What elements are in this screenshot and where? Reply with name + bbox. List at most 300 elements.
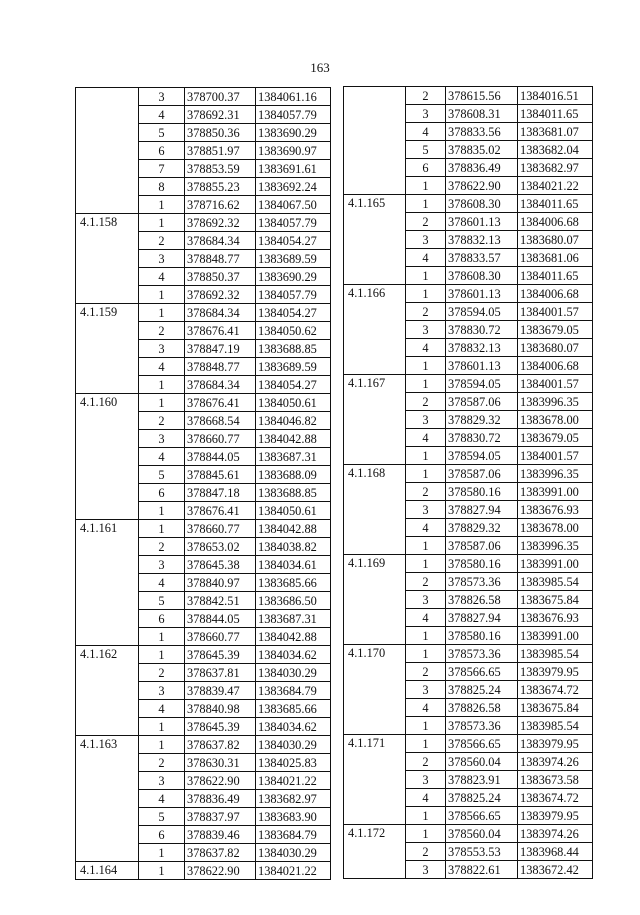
x-coordinate-cell: 378573.36 xyxy=(446,717,518,735)
x-coordinate-cell: 378668.54 xyxy=(185,412,256,430)
section-number-cell: 4.1.162 xyxy=(76,646,139,736)
y-coordinate-cell: 1383679.05 xyxy=(518,321,593,339)
table-row xyxy=(76,862,331,880)
table-row xyxy=(76,394,331,412)
x-coordinate-cell: 378845.61 xyxy=(185,466,256,484)
x-coordinate-cell: 378601.13 xyxy=(446,357,518,375)
y-coordinate-cell: 1383985.54 xyxy=(518,645,593,663)
y-coordinate-cell: 1384050.61 xyxy=(256,394,331,412)
x-coordinate-cell: 378676.41 xyxy=(185,322,256,340)
y-coordinate-cell: 1384021.22 xyxy=(256,862,331,880)
x-coordinate-cell: 378822.61 xyxy=(446,861,518,879)
y-coordinate-cell: 1384006.68 xyxy=(518,213,593,231)
y-coordinate-cell: 1383687.31 xyxy=(256,448,331,466)
x-coordinate-cell: 378594.05 xyxy=(446,303,518,321)
point-number-cell: 3 xyxy=(406,771,446,789)
point-number-cell: 4 xyxy=(139,448,185,466)
y-coordinate-cell: 1383690.29 xyxy=(256,124,331,142)
point-number-cell: 1 xyxy=(406,267,446,285)
x-coordinate-cell: 378580.16 xyxy=(446,627,518,645)
point-number-cell: 2 xyxy=(406,87,446,105)
section-number-cell: 4.1.166 xyxy=(344,285,406,375)
x-coordinate-cell: 378692.31 xyxy=(185,106,256,124)
x-coordinate-cell: 378608.31 xyxy=(446,105,518,123)
point-number-cell: 3 xyxy=(139,340,185,358)
point-number-cell: 6 xyxy=(139,826,185,844)
point-number-cell: 3 xyxy=(139,250,185,268)
x-coordinate-cell: 378622.90 xyxy=(185,772,256,790)
point-number-cell: 1 xyxy=(139,736,185,754)
y-coordinate-cell: 1383675.84 xyxy=(518,591,593,609)
y-coordinate-cell: 1383991.00 xyxy=(518,483,593,501)
point-number-cell: 4 xyxy=(406,519,446,537)
point-number-cell: 1 xyxy=(139,304,185,322)
coordinates-table-right xyxy=(343,86,593,879)
x-coordinate-cell: 378855.23 xyxy=(185,178,256,196)
x-coordinate-cell: 378840.98 xyxy=(185,700,256,718)
y-coordinate-cell: 1384021.22 xyxy=(518,177,593,195)
point-number-cell: 1 xyxy=(139,502,185,520)
x-coordinate-cell: 378850.37 xyxy=(185,268,256,286)
point-number-cell: 3 xyxy=(406,411,446,429)
x-coordinate-cell: 378716.62 xyxy=(185,196,256,214)
y-coordinate-cell: 1384011.65 xyxy=(518,195,593,213)
point-number-cell: 1 xyxy=(406,375,446,393)
y-coordinate-cell: 1383675.84 xyxy=(518,699,593,717)
point-number-cell: 4 xyxy=(406,429,446,447)
point-number-cell: 1 xyxy=(406,807,446,825)
y-coordinate-cell: 1384057.79 xyxy=(256,106,331,124)
x-coordinate-cell: 378573.36 xyxy=(446,645,518,663)
y-coordinate-cell: 1383996.35 xyxy=(518,393,593,411)
point-number-cell: 4 xyxy=(406,699,446,717)
section-number-cell: 4.1.171 xyxy=(344,735,406,825)
x-coordinate-cell: 378823.91 xyxy=(446,771,518,789)
x-coordinate-cell: 378580.16 xyxy=(446,483,518,501)
x-coordinate-cell: 378587.06 xyxy=(446,537,518,555)
x-coordinate-cell: 378833.57 xyxy=(446,249,518,267)
point-number-cell: 3 xyxy=(406,321,446,339)
point-number-cell: 1 xyxy=(139,628,185,646)
y-coordinate-cell: 1384034.62 xyxy=(256,646,331,664)
point-number-cell: 4 xyxy=(139,106,185,124)
table-row xyxy=(76,646,331,664)
point-number-cell: 1 xyxy=(406,825,446,843)
x-coordinate-cell: 378608.30 xyxy=(446,267,518,285)
y-coordinate-cell: 1384016.51 xyxy=(518,87,593,105)
x-coordinate-cell: 378826.58 xyxy=(446,699,518,717)
point-number-cell: 4 xyxy=(406,249,446,267)
point-number-cell: 2 xyxy=(406,483,446,501)
x-coordinate-cell: 378601.13 xyxy=(446,213,518,231)
point-number-cell: 3 xyxy=(406,105,446,123)
x-coordinate-cell: 378836.49 xyxy=(446,159,518,177)
table-row xyxy=(76,736,331,754)
point-number-cell: 2 xyxy=(406,753,446,771)
y-coordinate-cell: 1383681.06 xyxy=(518,249,593,267)
point-number-cell: 2 xyxy=(406,573,446,591)
y-coordinate-cell: 1383996.35 xyxy=(518,537,593,555)
x-coordinate-cell: 378848.77 xyxy=(185,250,256,268)
y-coordinate-cell: 1383974.26 xyxy=(518,753,593,771)
point-number-cell: 2 xyxy=(139,754,185,772)
x-coordinate-cell: 378637.82 xyxy=(185,844,256,862)
point-number-cell: 3 xyxy=(139,682,185,700)
y-coordinate-cell: 1384006.68 xyxy=(518,357,593,375)
section-number-cell: 4.1.159 xyxy=(76,304,139,394)
x-coordinate-cell: 378829.32 xyxy=(446,411,518,429)
y-coordinate-cell: 1383691.61 xyxy=(256,160,331,178)
section-number-cell: 4.1.164 xyxy=(76,862,139,880)
y-coordinate-cell: 1383968.44 xyxy=(518,843,593,861)
table-row xyxy=(344,555,593,573)
x-coordinate-cell: 378692.32 xyxy=(185,286,256,304)
point-number-cell: 3 xyxy=(406,681,446,699)
point-number-cell: 7 xyxy=(139,160,185,178)
x-coordinate-cell: 378637.82 xyxy=(185,736,256,754)
point-number-cell: 6 xyxy=(139,610,185,628)
point-number-cell: 4 xyxy=(139,574,185,592)
point-number-cell: 6 xyxy=(139,484,185,502)
x-coordinate-cell: 378622.90 xyxy=(185,862,256,880)
x-coordinate-cell: 378560.04 xyxy=(446,825,518,843)
y-coordinate-cell: 1383996.35 xyxy=(518,465,593,483)
point-number-cell: 2 xyxy=(139,538,185,556)
y-coordinate-cell: 1383682.04 xyxy=(518,141,593,159)
y-coordinate-cell: 1384030.29 xyxy=(256,736,331,754)
table-row xyxy=(76,214,331,232)
section-number-cell: 4.1.169 xyxy=(344,555,406,645)
x-coordinate-cell: 378580.16 xyxy=(446,555,518,573)
x-coordinate-cell: 378660.77 xyxy=(185,430,256,448)
y-coordinate-cell: 1383683.90 xyxy=(256,808,331,826)
point-number-cell: 3 xyxy=(139,430,185,448)
point-number-cell: 1 xyxy=(139,376,185,394)
point-number-cell: 5 xyxy=(406,141,446,159)
point-number-cell: 1 xyxy=(406,717,446,735)
x-coordinate-cell: 378637.81 xyxy=(185,664,256,682)
table-row xyxy=(344,465,593,483)
point-number-cell: 3 xyxy=(406,861,446,879)
point-number-cell: 3 xyxy=(139,772,185,790)
point-number-cell: 1 xyxy=(406,465,446,483)
section-number-cell: 4.1.172 xyxy=(344,825,406,879)
point-number-cell: 3 xyxy=(406,591,446,609)
point-number-cell: 2 xyxy=(139,232,185,250)
table-row xyxy=(344,825,593,843)
y-coordinate-cell: 1383674.72 xyxy=(518,681,593,699)
point-number-cell: 4 xyxy=(406,123,446,141)
x-coordinate-cell: 378594.05 xyxy=(446,375,518,393)
y-coordinate-cell: 1384046.82 xyxy=(256,412,331,430)
x-coordinate-cell: 378835.02 xyxy=(446,141,518,159)
x-coordinate-cell: 378848.77 xyxy=(185,358,256,376)
point-number-cell: 1 xyxy=(406,177,446,195)
y-coordinate-cell: 1383974.26 xyxy=(518,825,593,843)
table-row xyxy=(344,375,593,393)
point-number-cell: 5 xyxy=(139,592,185,610)
point-number-cell: 2 xyxy=(406,663,446,681)
x-coordinate-cell: 378684.34 xyxy=(185,376,256,394)
y-coordinate-cell: 1384057.79 xyxy=(256,286,331,304)
point-number-cell: 4 xyxy=(406,339,446,357)
y-coordinate-cell: 1383679.05 xyxy=(518,429,593,447)
x-coordinate-cell: 378692.32 xyxy=(185,214,256,232)
x-coordinate-cell: 378615.56 xyxy=(446,87,518,105)
y-coordinate-cell: 1384057.79 xyxy=(256,214,331,232)
x-coordinate-cell: 378851.97 xyxy=(185,142,256,160)
x-coordinate-cell: 378847.18 xyxy=(185,484,256,502)
x-coordinate-cell: 378645.39 xyxy=(185,718,256,736)
point-number-cell: 1 xyxy=(139,862,185,880)
x-coordinate-cell: 378825.24 xyxy=(446,681,518,699)
y-coordinate-cell: 1384042.88 xyxy=(256,628,331,646)
x-coordinate-cell: 378844.05 xyxy=(185,448,256,466)
y-coordinate-cell: 1383985.54 xyxy=(518,717,593,735)
point-number-cell: 3 xyxy=(139,556,185,574)
x-coordinate-cell: 378676.41 xyxy=(185,394,256,412)
point-number-cell: 1 xyxy=(406,447,446,465)
y-coordinate-cell: 1384001.57 xyxy=(518,303,593,321)
point-number-cell: 6 xyxy=(406,159,446,177)
point-number-cell: 4 xyxy=(139,790,185,808)
point-number-cell: 1 xyxy=(406,357,446,375)
point-number-cell: 1 xyxy=(139,718,185,736)
x-coordinate-cell: 378676.41 xyxy=(185,502,256,520)
point-number-cell: 1 xyxy=(406,285,446,303)
y-coordinate-cell: 1383685.66 xyxy=(256,574,331,592)
y-coordinate-cell: 1383688.85 xyxy=(256,340,331,358)
x-coordinate-cell: 378827.94 xyxy=(446,609,518,627)
point-number-cell: 1 xyxy=(139,520,185,538)
x-coordinate-cell: 378833.56 xyxy=(446,123,518,141)
y-coordinate-cell: 1383678.00 xyxy=(518,519,593,537)
point-number-cell: 2 xyxy=(139,412,185,430)
x-coordinate-cell: 378829.32 xyxy=(446,519,518,537)
point-number-cell: 1 xyxy=(406,627,446,645)
x-coordinate-cell: 378608.30 xyxy=(446,195,518,213)
point-number-cell: 2 xyxy=(139,664,185,682)
y-coordinate-cell: 1383979.95 xyxy=(518,663,593,681)
point-number-cell: 4 xyxy=(139,700,185,718)
y-coordinate-cell: 1383684.79 xyxy=(256,826,331,844)
point-number-cell: 6 xyxy=(139,142,185,160)
section-number-cell: 4.1.167 xyxy=(344,375,406,465)
y-coordinate-cell: 1383673.58 xyxy=(518,771,593,789)
y-coordinate-cell: 1383682.97 xyxy=(518,159,593,177)
point-number-cell: 1 xyxy=(406,645,446,663)
x-coordinate-cell: 378850.36 xyxy=(185,124,256,142)
point-number-cell: 4 xyxy=(139,268,185,286)
point-number-cell: 1 xyxy=(406,195,446,213)
x-coordinate-cell: 378836.49 xyxy=(185,790,256,808)
x-coordinate-cell: 378622.90 xyxy=(446,177,518,195)
x-coordinate-cell: 378566.65 xyxy=(446,663,518,681)
x-coordinate-cell: 378837.97 xyxy=(185,808,256,826)
y-coordinate-cell: 1384030.29 xyxy=(256,664,331,682)
x-coordinate-cell: 378830.72 xyxy=(446,429,518,447)
point-number-cell: 1 xyxy=(406,555,446,573)
x-coordinate-cell: 378847.19 xyxy=(185,340,256,358)
section-number-cell: 4.1.163 xyxy=(76,736,139,862)
y-coordinate-cell: 1383674.72 xyxy=(518,789,593,807)
y-coordinate-cell: 1383676.93 xyxy=(518,609,593,627)
section-number-cell: 4.1.165 xyxy=(344,195,406,285)
y-coordinate-cell: 1384001.57 xyxy=(518,375,593,393)
x-coordinate-cell: 378566.65 xyxy=(446,735,518,753)
y-coordinate-cell: 1383682.97 xyxy=(256,790,331,808)
section-number-cell xyxy=(76,88,139,214)
table-row xyxy=(344,645,593,663)
y-coordinate-cell: 1383688.85 xyxy=(256,484,331,502)
y-coordinate-cell: 1384011.65 xyxy=(518,105,593,123)
x-coordinate-cell: 378653.02 xyxy=(185,538,256,556)
section-number-cell: 4.1.170 xyxy=(344,645,406,735)
x-coordinate-cell: 378684.34 xyxy=(185,304,256,322)
x-coordinate-cell: 378594.05 xyxy=(446,447,518,465)
y-coordinate-cell: 1383680.07 xyxy=(518,231,593,249)
point-number-cell: 5 xyxy=(139,124,185,142)
y-coordinate-cell: 1384050.62 xyxy=(256,322,331,340)
x-coordinate-cell: 378587.06 xyxy=(446,393,518,411)
section-number-cell: 4.1.158 xyxy=(76,214,139,304)
y-coordinate-cell: 1384054.27 xyxy=(256,304,331,322)
x-coordinate-cell: 378630.31 xyxy=(185,754,256,772)
y-coordinate-cell: 1384038.82 xyxy=(256,538,331,556)
x-coordinate-cell: 378573.36 xyxy=(446,573,518,591)
y-coordinate-cell: 1384021.22 xyxy=(256,772,331,790)
y-coordinate-cell: 1383672.42 xyxy=(518,861,593,879)
x-coordinate-cell: 378660.77 xyxy=(185,520,256,538)
point-number-cell: 4 xyxy=(139,358,185,376)
point-number-cell: 5 xyxy=(139,808,185,826)
y-coordinate-cell: 1384025.83 xyxy=(256,754,331,772)
y-coordinate-cell: 1384054.27 xyxy=(256,376,331,394)
y-coordinate-cell: 1383689.59 xyxy=(256,250,331,268)
point-number-cell: 1 xyxy=(139,844,185,862)
y-coordinate-cell: 1383991.00 xyxy=(518,555,593,573)
y-coordinate-cell: 1384001.57 xyxy=(518,447,593,465)
point-number-cell: 1 xyxy=(139,214,185,232)
x-coordinate-cell: 378830.72 xyxy=(446,321,518,339)
y-coordinate-cell: 1383685.66 xyxy=(256,700,331,718)
x-coordinate-cell: 378839.46 xyxy=(185,826,256,844)
y-coordinate-cell: 1383979.95 xyxy=(518,807,593,825)
y-coordinate-cell: 1384006.68 xyxy=(518,285,593,303)
point-number-cell: 4 xyxy=(406,609,446,627)
x-coordinate-cell: 378553.53 xyxy=(446,843,518,861)
point-number-cell: 2 xyxy=(406,213,446,231)
y-coordinate-cell: 1384042.88 xyxy=(256,520,331,538)
x-coordinate-cell: 378645.39 xyxy=(185,646,256,664)
x-coordinate-cell: 378853.59 xyxy=(185,160,256,178)
point-number-cell: 3 xyxy=(406,501,446,519)
y-coordinate-cell: 1383689.59 xyxy=(256,358,331,376)
point-number-cell: 1 xyxy=(139,394,185,412)
x-coordinate-cell: 378832.13 xyxy=(446,339,518,357)
x-coordinate-cell: 378660.77 xyxy=(185,628,256,646)
y-coordinate-cell: 1383690.29 xyxy=(256,268,331,286)
x-coordinate-cell: 378566.65 xyxy=(446,807,518,825)
x-coordinate-cell: 378839.47 xyxy=(185,682,256,700)
y-coordinate-cell: 1384067.50 xyxy=(256,196,331,214)
point-number-cell: 8 xyxy=(139,178,185,196)
x-coordinate-cell: 378825.24 xyxy=(446,789,518,807)
point-number-cell: 3 xyxy=(139,88,185,106)
section-number-cell: 4.1.161 xyxy=(76,520,139,646)
point-number-cell: 1 xyxy=(139,646,185,664)
y-coordinate-cell: 1383687.31 xyxy=(256,610,331,628)
point-number-cell: 4 xyxy=(406,789,446,807)
page-number: 163 xyxy=(310,60,330,75)
y-coordinate-cell: 1383985.54 xyxy=(518,573,593,591)
x-coordinate-cell: 378842.51 xyxy=(185,592,256,610)
point-number-cell: 3 xyxy=(406,231,446,249)
y-coordinate-cell: 1383686.50 xyxy=(256,592,331,610)
point-number-cell: 1 xyxy=(139,286,185,304)
y-coordinate-cell: 1383979.95 xyxy=(518,735,593,753)
x-coordinate-cell: 378840.97 xyxy=(185,574,256,592)
x-coordinate-cell: 378601.13 xyxy=(446,285,518,303)
y-coordinate-cell: 1383690.97 xyxy=(256,142,331,160)
section-number-cell: 4.1.160 xyxy=(76,394,139,520)
y-coordinate-cell: 1383681.07 xyxy=(518,123,593,141)
point-number-cell: 1 xyxy=(139,196,185,214)
table-row xyxy=(344,285,593,303)
point-number-cell: 2 xyxy=(406,303,446,321)
point-number-cell: 1 xyxy=(406,735,446,753)
y-coordinate-cell: 1383676.93 xyxy=(518,501,593,519)
y-coordinate-cell: 1383688.09 xyxy=(256,466,331,484)
y-coordinate-cell: 1383684.79 xyxy=(256,682,331,700)
x-coordinate-cell: 378826.58 xyxy=(446,591,518,609)
y-coordinate-cell: 1384042.88 xyxy=(256,430,331,448)
x-coordinate-cell: 378560.04 xyxy=(446,753,518,771)
point-number-cell: 1 xyxy=(406,537,446,555)
y-coordinate-cell: 1384034.62 xyxy=(256,718,331,736)
section-number-cell: 4.1.168 xyxy=(344,465,406,555)
y-coordinate-cell: 1383991.00 xyxy=(518,627,593,645)
x-coordinate-cell: 378700.37 xyxy=(185,88,256,106)
x-coordinate-cell: 378587.06 xyxy=(446,465,518,483)
section-number-cell xyxy=(344,87,406,195)
y-coordinate-cell: 1384050.61 xyxy=(256,502,331,520)
y-coordinate-cell: 1383680.07 xyxy=(518,339,593,357)
y-coordinate-cell: 1383678.00 xyxy=(518,411,593,429)
x-coordinate-cell: 378844.05 xyxy=(185,610,256,628)
y-coordinate-cell: 1384054.27 xyxy=(256,232,331,250)
table-row xyxy=(344,195,593,213)
point-number-cell: 5 xyxy=(139,466,185,484)
y-coordinate-cell: 1383692.24 xyxy=(256,178,331,196)
y-coordinate-cell: 1384011.65 xyxy=(518,267,593,285)
x-coordinate-cell: 378827.94 xyxy=(446,501,518,519)
point-number-cell: 2 xyxy=(406,393,446,411)
table-row xyxy=(76,520,331,538)
table-row xyxy=(76,88,331,106)
table-row xyxy=(76,304,331,322)
table-row xyxy=(344,87,593,105)
y-coordinate-cell: 1384061.16 xyxy=(256,88,331,106)
y-coordinate-cell: 1384030.29 xyxy=(256,844,331,862)
x-coordinate-cell: 378684.34 xyxy=(185,232,256,250)
point-number-cell: 2 xyxy=(406,843,446,861)
coordinates-table-left xyxy=(75,87,331,880)
x-coordinate-cell: 378645.38 xyxy=(185,556,256,574)
x-coordinate-cell: 378832.13 xyxy=(446,231,518,249)
point-number-cell: 2 xyxy=(139,322,185,340)
y-coordinate-cell: 1384034.61 xyxy=(256,556,331,574)
